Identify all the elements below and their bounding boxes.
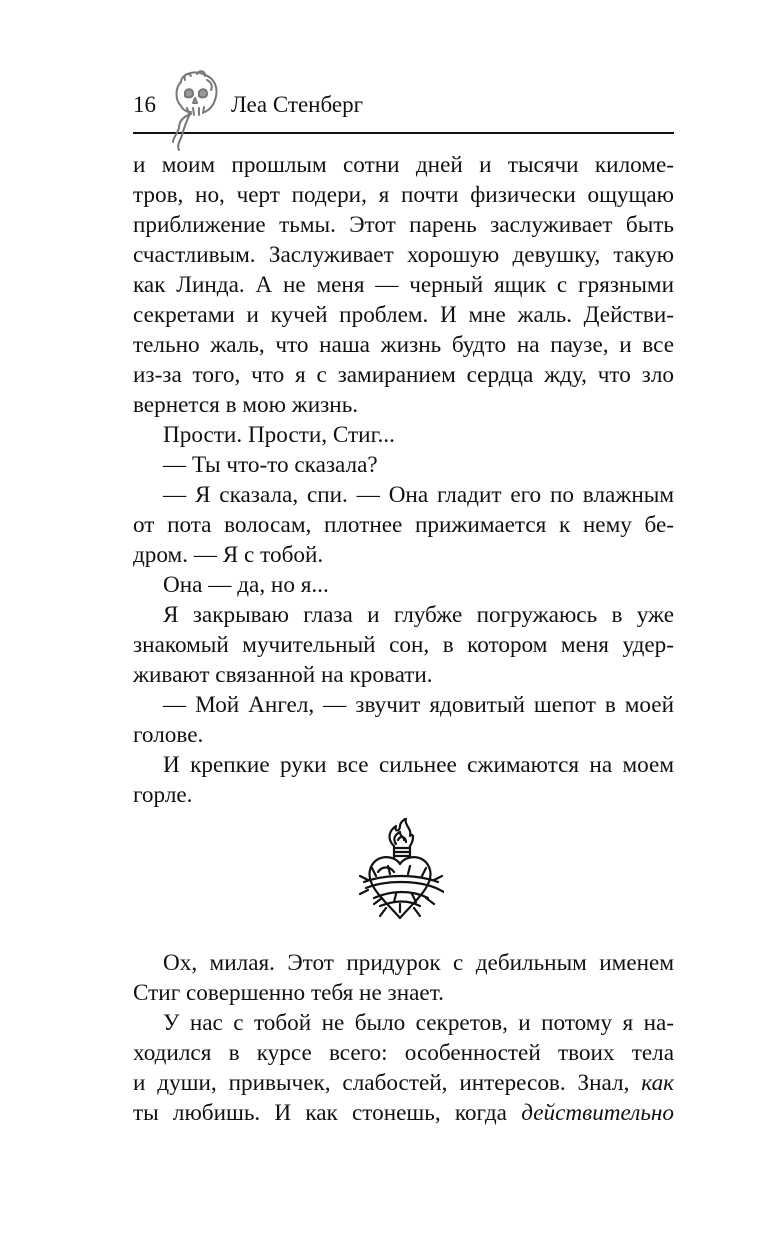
paragraph	[133, 150, 674, 420]
text-line: — Ты что-то сказала?	[163, 452, 378, 478]
paragraph	[133, 570, 674, 600]
paragraph	[133, 1008, 674, 1128]
text-line: дром. — Я с тобой.	[133, 542, 324, 568]
text-line: ходился в курсе всего: особенностей твоих тела	[133, 1040, 674, 1066]
text-line: голове.	[133, 722, 204, 748]
text-line: — Я сказала, спи. — Она гладит его по влажным	[163, 482, 674, 508]
text-block-2	[133, 948, 674, 1128]
text-line: вернется в мою жизнь.	[133, 392, 359, 418]
text-line: горле.	[133, 782, 193, 808]
running-header	[133, 80, 674, 134]
text-line: секретами и кучей проблем. И мне жаль. Действи-	[133, 302, 674, 328]
italic-word: как	[641, 1070, 675, 1096]
text-line: живают связанной на кровати.	[133, 662, 433, 688]
text-line: — Мой Ангел, — звучит ядовитый шепот в моей	[163, 692, 674, 718]
text-line: Стиг совершенно тебя не знает.	[133, 980, 444, 1006]
text-line: Я закрываю глаза и глубже погружаюсь в уже	[163, 602, 674, 628]
text-line: И крепкие руки все сильнее сжимаются на моем	[163, 752, 674, 778]
paragraph	[133, 450, 674, 480]
italic-word: действительно	[521, 1100, 675, 1126]
paragraph	[133, 948, 674, 1008]
text-line: от пота волосам, плотнее прижимается к нему бе-	[133, 512, 674, 538]
text-line: Прости. Прости, Стиг...	[163, 422, 395, 448]
text-line: Ох, милая. Этот придурок с дебильным именем	[163, 950, 674, 976]
text-line: тров, но, черт подери, я почти физически ощущаю	[133, 182, 674, 208]
author-name: Леа Стенберг	[231, 92, 364, 117]
paragraph	[133, 600, 674, 690]
paragraph	[133, 420, 674, 450]
paragraph	[133, 690, 674, 750]
text-line: тельно жаль, что наша жизнь будто на паузе, и все	[133, 332, 674, 358]
page-number: 16	[133, 92, 156, 117]
text-block-1	[133, 150, 674, 810]
paragraph	[133, 750, 674, 810]
text-line: как Линда. А не меня — черный ящик с грязными	[133, 272, 674, 298]
text-line: У нас с тобой не было секретов, и потому я на-	[163, 1010, 674, 1036]
text-line: счастливым. Заслуживает хорошую девушку, такую	[133, 242, 674, 268]
text-fragment: ты любишь. И как стонешь, когда	[133, 1100, 507, 1126]
text-line	[133, 1068, 674, 1098]
text-line: из-за того, что я с замиранием сердца жду, что зло	[133, 362, 674, 388]
text-line	[133, 1098, 674, 1128]
text-line: и моим прошлым сотни дней и тысячи киломе-	[133, 152, 674, 178]
flaming-heart-icon	[356, 818, 444, 924]
text-line: приближение тьмы. Этот парень заслуживает быть	[133, 212, 674, 238]
text-line: Она — да, но я...	[163, 572, 329, 598]
text-line: знакомый мучительный сон, в котором меня удер-	[133, 632, 674, 658]
paragraph	[133, 480, 674, 570]
skull-icon	[167, 70, 225, 152]
text-fragment: и души, привычек, слабостей, интересов. Знал,	[133, 1070, 630, 1096]
